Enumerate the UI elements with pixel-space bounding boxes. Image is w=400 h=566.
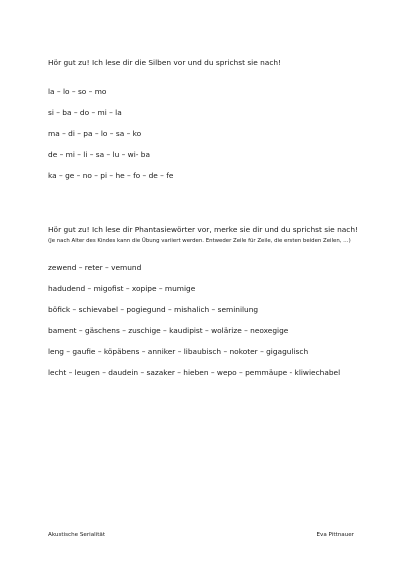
fantasy-word-line-5: leng – gaufie – köpäbens – anniker – libaubisch – nokoter – gigagulisch [48, 347, 309, 356]
syllable-line-5: ka – ge – no – pi – he – fo – de – fe [48, 171, 174, 180]
syllable-list [48, 87, 358, 192]
fantasy-word-list [48, 263, 358, 389]
fantasy-word-line-6: lecht – leugen – daudein – sazaker – hieben – wepo – pemmäupe - kliwiechabel [48, 368, 341, 377]
footer-author: Eva Pittnauer [316, 532, 354, 538]
page-footer [48, 531, 354, 539]
syllable-line-3: ma – di – pa – lo – sa – ko [48, 129, 142, 138]
syllable-line-1: la – lo – so – mo [48, 87, 107, 96]
syllable-instruction: Hör gut zu! Ich lese dir die Silben vor und du sprichst sie nach! [48, 58, 282, 67]
fantasy-word-instruction [48, 225, 358, 245]
fantasy-word-line-4: bament – gäschens – zuschige – kaudipist – wolärize – neoxegige [48, 326, 289, 335]
fantasy-word-line-1: zewend – reter – vemund [48, 263, 142, 272]
footer-title: Akustische Serialität [48, 532, 106, 538]
syllable-line-2: si – ba – do – mi – la [48, 108, 122, 117]
syllable-line-4: de – mi – li – sa – lu – wi- ba [48, 150, 151, 159]
fantasy-word-note: (Je nach Alter des Kindes kann die Übung variiert werden. Entweder Zeile für Zeile, die ersten beiden Zeilen, …) [48, 238, 351, 244]
fantasy-word-instruction-text: Hör gut zu! Ich lese dir Phantasiewörter vor, merke sie dir und du sprichst sie nach! [48, 225, 358, 234]
fantasy-word-line-3: böfick – schievabel – pogiegund – mishalich – seminilung [48, 305, 259, 314]
document-page [48, 0, 358, 566]
fantasy-word-line-2: hadudend – migofist – xopipe – mumige [48, 284, 196, 293]
